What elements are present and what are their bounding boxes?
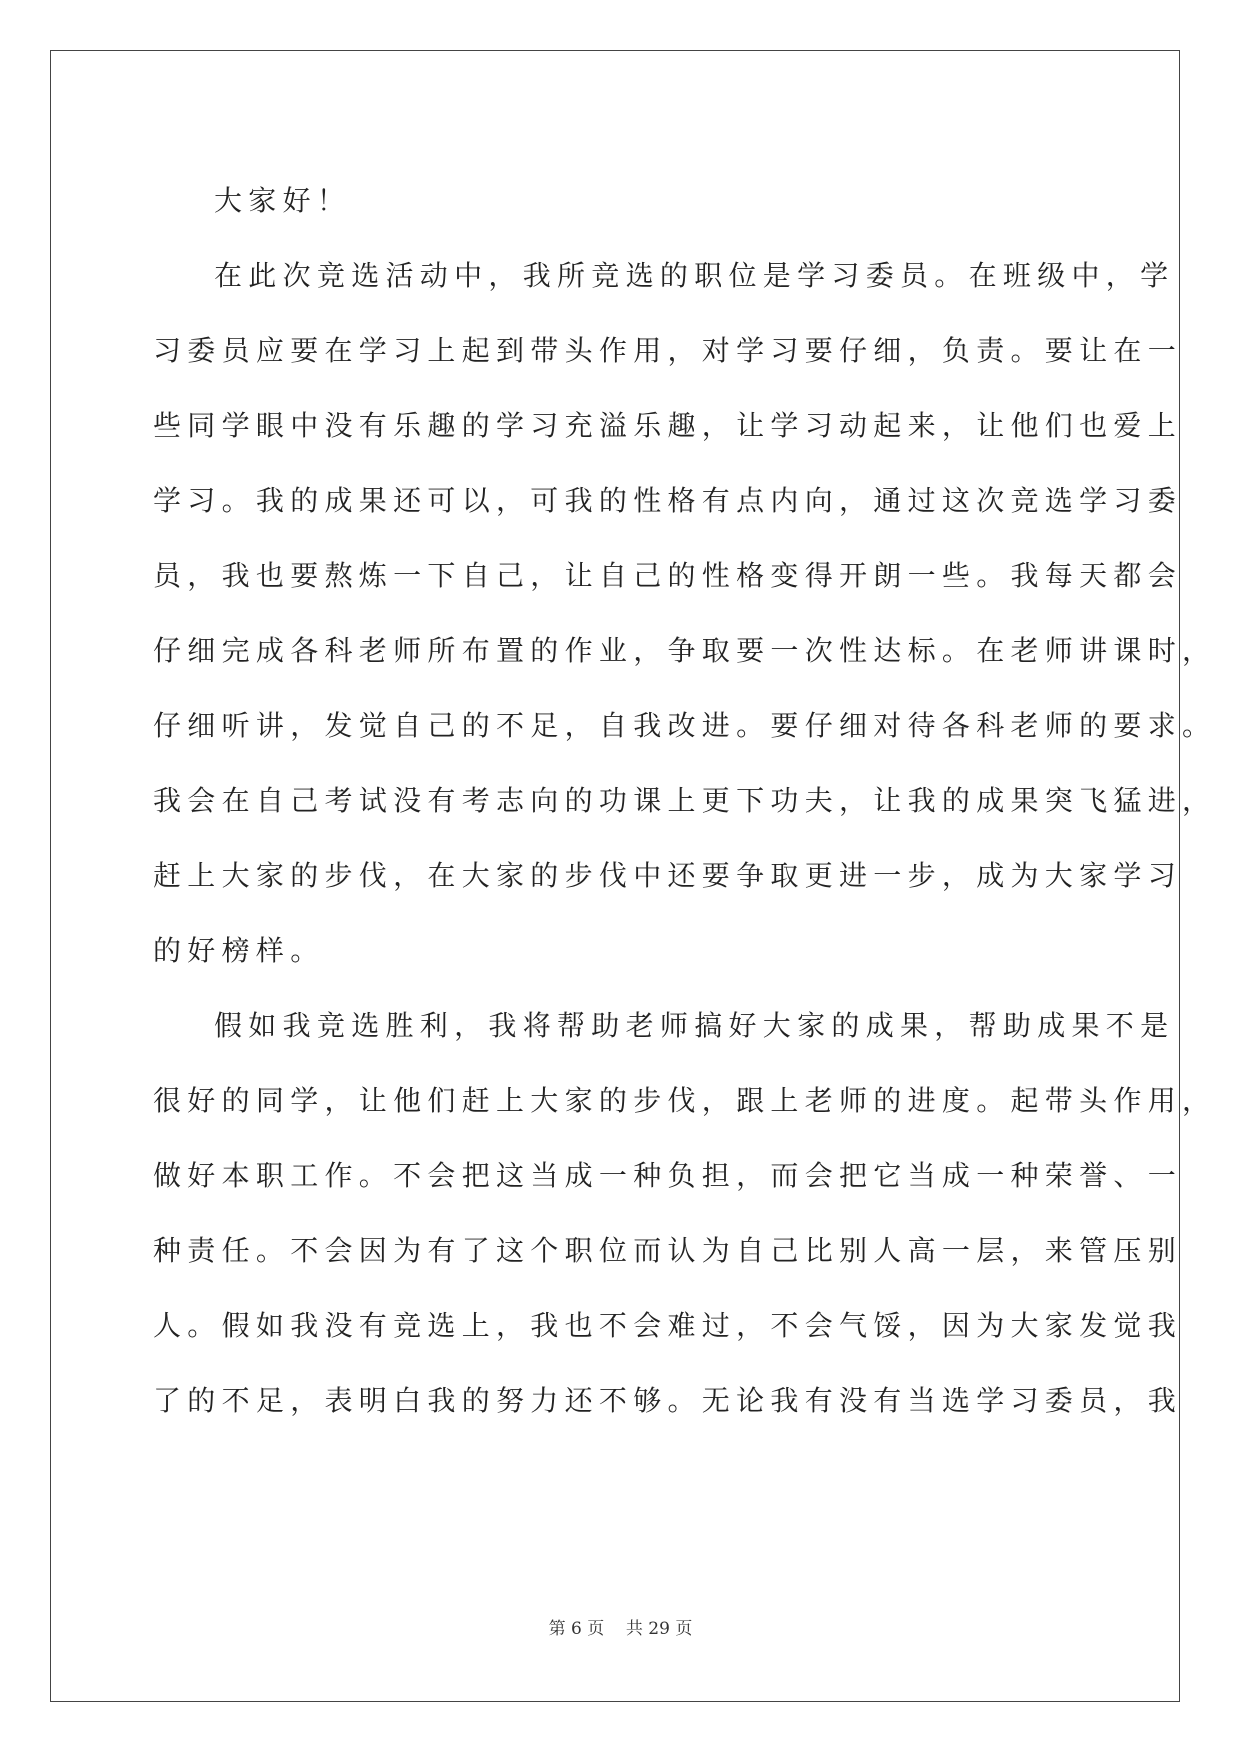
- text-line: 很好的同学，让他们赶上大家的步伐，跟上老师的进度。起带头作用，: [153, 1084, 1217, 1117]
- text-line: 习委员应要在学习上起到带头作用，对学习要仔细，负责。要让在一: [153, 334, 1183, 367]
- text-line: 了的不足，表明白我的努力还不够。无论我有没有当选学习委员，我: [153, 1384, 1183, 1417]
- text-line: 在此次竞选活动中，我所竞选的职位是学习委员。在班级中，学: [214, 259, 1175, 292]
- text-line: 种责任。不会因为有了这个职位而认为自己比别人高一层，来管压别: [153, 1234, 1183, 1267]
- text-line: 做好本职工作。不会把这当成一种负担，而会把它当成一种荣誉、一: [153, 1159, 1183, 1192]
- text-line: 仔细完成各科老师所布置的作业，争取要一次性达标。在老师讲课时，: [153, 634, 1217, 667]
- text-line: 些同学眼中没有乐趣的学习充溢乐趣，让学习动起来，让他们也爱上: [153, 409, 1183, 442]
- page-footer: 第 6 页 共 29 页: [548, 1619, 693, 1639]
- text-line: 赶上大家的步伐，在大家的步伐中还要争取更进一步，成为大家学习: [153, 859, 1183, 892]
- text-line: 人。假如我没有竞选上，我也不会难过，不会气馁，因为大家发觉我: [153, 1309, 1183, 1342]
- text-line: 的好榜样。: [153, 934, 325, 967]
- text-line: 员，我也要熬炼一下自己，让自己的性格变得开朗一些。我每天都会: [153, 559, 1183, 592]
- document-body: [153, 163, 1217, 1438]
- text-line: 大家好！: [214, 184, 352, 217]
- text-line: 学习。我的成果还可以，可我的性格有点内向，通过这次竞选学习委: [153, 484, 1183, 517]
- text-line: 我会在自己考试没有考志向的功课上更下功夫，让我的成果突飞猛进，: [153, 784, 1217, 817]
- text-line: 仔细听讲，发觉自己的不足，自我改进。要仔细对待各科老师的要求。: [153, 709, 1217, 742]
- text-line: 假如我竞选胜利，我将帮助老师搞好大家的成果，帮助成果不是: [214, 1009, 1175, 1042]
